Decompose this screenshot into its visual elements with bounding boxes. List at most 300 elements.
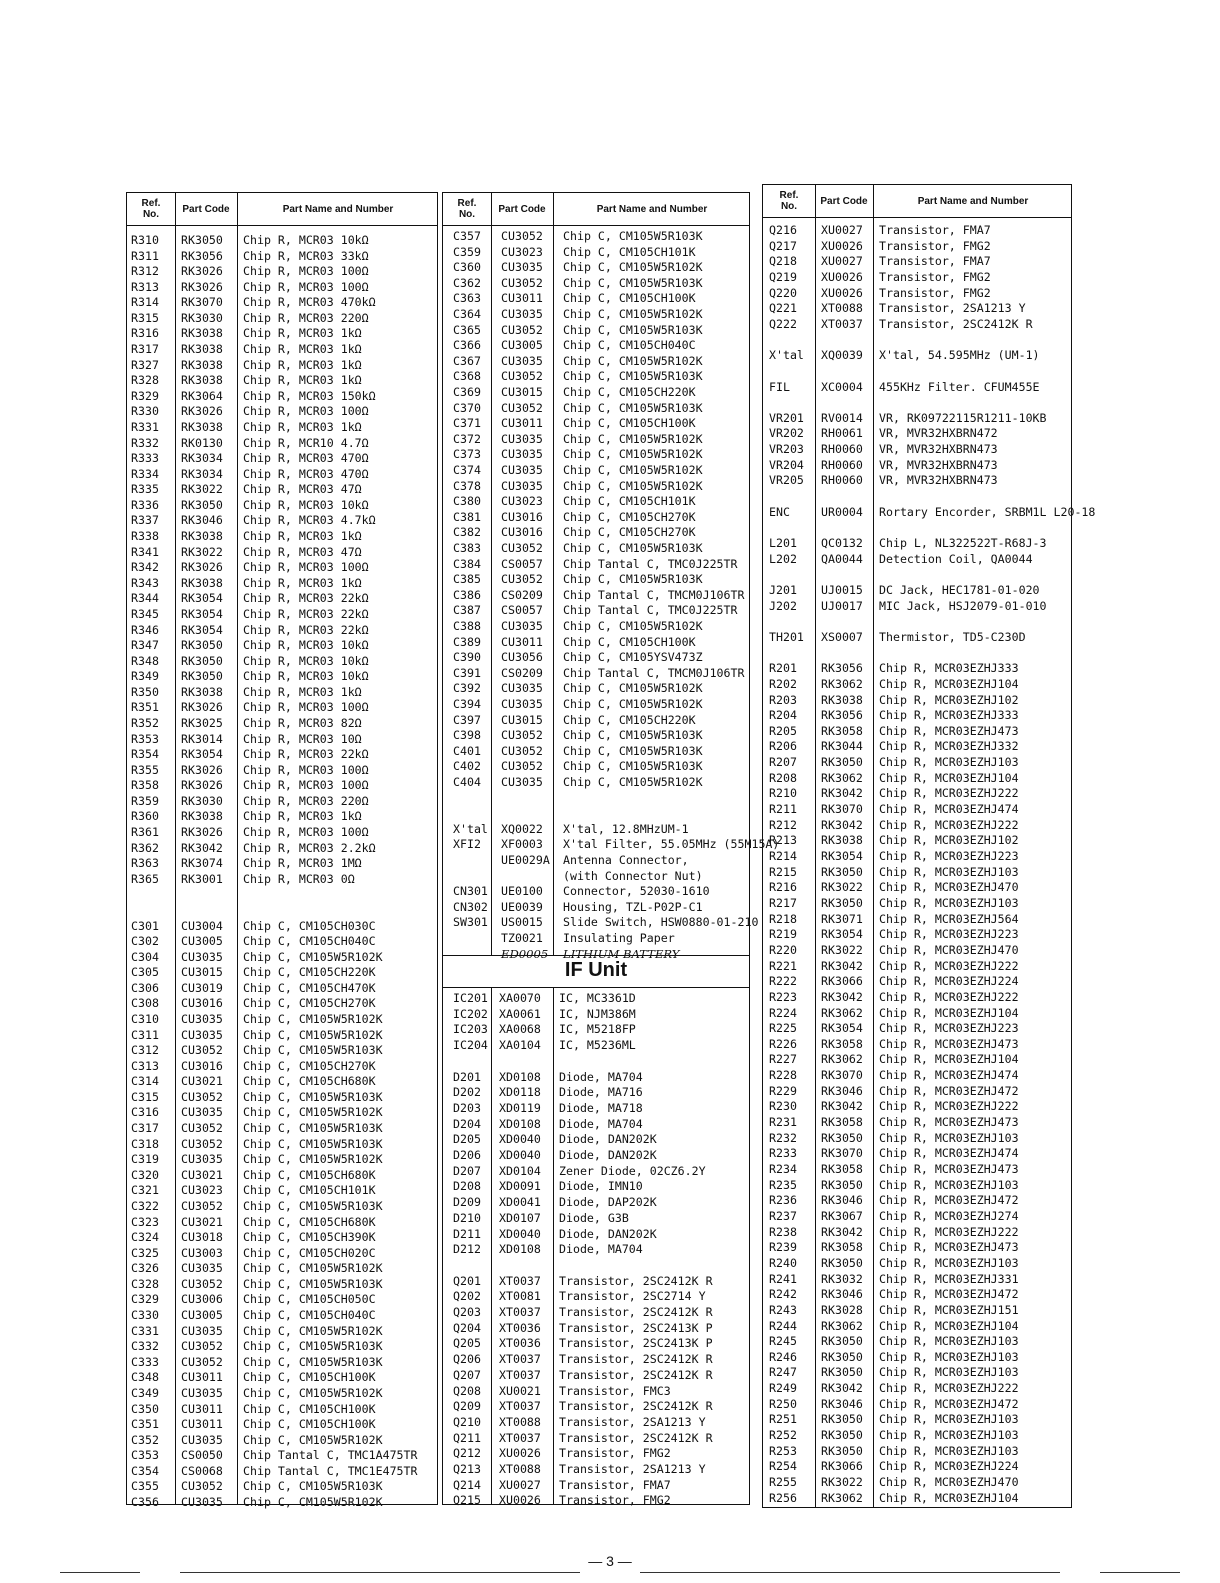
- code-cell: CU3052: [181, 1354, 223, 1369]
- name-cell: Chip R, MCR03EZHJ333: [879, 661, 1019, 676]
- table-row: [127, 233, 437, 249]
- table-row: [443, 1227, 749, 1243]
- table-row: [763, 395, 1071, 411]
- code-cell: CU3016: [501, 525, 543, 540]
- ref-cell: C367: [453, 353, 481, 368]
- code-cell: RK3030: [181, 310, 223, 325]
- table-row: [763, 630, 1071, 646]
- name-cell: Chip Tantal C, TMCM0J106TR: [563, 665, 745, 680]
- name-cell: Chip R, MCR03EZHJ473: [879, 1240, 1019, 1255]
- ref-cell: R334: [131, 466, 159, 481]
- table-row: [763, 677, 1071, 693]
- table-row: [763, 1052, 1071, 1068]
- table-row: [443, 697, 749, 713]
- ref-cell: C355: [131, 1479, 159, 1494]
- ref-cell: R201: [769, 661, 797, 676]
- name-cell: X'tal, 12.8MHzUM-1: [563, 821, 689, 836]
- name-cell: Chip C, CM105CH220K: [563, 712, 696, 727]
- ref-cell: R236: [769, 1193, 797, 1208]
- name-cell: Chip R, MCR03 22kΩ: [243, 606, 369, 621]
- table-row: [443, 385, 749, 401]
- ref-cell: Q212: [453, 1446, 481, 1461]
- ref-cell: Q204: [453, 1320, 481, 1335]
- name-cell: Transistor, 2SA1213 Y: [559, 1414, 706, 1429]
- table-row: [763, 693, 1071, 709]
- name-cell: Chip R, MCR03 47Ω: [243, 482, 362, 497]
- name-cell: Chip C, CM105W5R103K: [243, 1198, 383, 1213]
- table-row: [443, 1038, 749, 1054]
- table-row: [763, 912, 1071, 928]
- name-cell: Chip C, CM105W5R103K: [243, 1121, 383, 1136]
- code-cell: XF0003: [501, 837, 543, 852]
- name-cell: Chip C, CM105CH470K: [243, 980, 376, 995]
- code-cell: CU3018: [181, 1230, 223, 1245]
- ref-cell: D205: [453, 1132, 481, 1147]
- name-cell: Insulating Paper: [563, 931, 675, 945]
- code-cell: XT0037: [499, 1367, 541, 1382]
- table-row: [127, 685, 437, 701]
- ref-cell: CN302: [453, 899, 488, 914]
- code-cell: CU3052: [181, 1276, 223, 1291]
- name-cell: Chip C, CM105W5R103K: [563, 743, 703, 758]
- ref-cell: D210: [453, 1210, 481, 1225]
- table-row: [127, 389, 437, 405]
- name-cell: Transistor, 2SC2413K P: [559, 1320, 713, 1335]
- ref-cell: VR205: [769, 473, 804, 488]
- code-cell: XU0026: [499, 1446, 541, 1461]
- code-cell: CU3035: [501, 353, 543, 368]
- name-cell: Chip R, MCR03 100Ω: [243, 264, 369, 279]
- ref-cell: C310: [131, 1012, 159, 1026]
- ref-cell: R244: [769, 1318, 797, 1333]
- code-cell: CU3016: [181, 996, 223, 1011]
- table-row: [443, 354, 749, 370]
- table-row: [443, 1493, 749, 1509]
- code-cell: RK3030: [181, 793, 223, 808]
- name-cell: Chip C, CM105YSV473Z: [563, 650, 703, 665]
- name-cell: Chip C, CM105W5R103K: [243, 1089, 383, 1104]
- name-cell: Chip C, CM105W5R102K: [563, 681, 703, 696]
- code-cell: RK3062: [821, 676, 863, 691]
- name-cell: Chip C, CM105W5R103K: [243, 1479, 383, 1494]
- table-row: [763, 504, 1096, 521]
- table-row: [127, 841, 437, 857]
- table-row: [763, 990, 1071, 1006]
- code-cell: RK3054: [181, 606, 223, 621]
- ref-cell: R328: [131, 373, 159, 388]
- code-cell: CU3015: [501, 385, 543, 399]
- name-cell: VR, RK09722115R1211-10KB: [879, 410, 1047, 425]
- ref-cell: R329: [131, 388, 159, 403]
- ref-cell: R217: [769, 895, 797, 910]
- name-cell: Chip R, MCR03 10kΩ: [243, 653, 369, 668]
- ref-cell: R224: [769, 1005, 797, 1020]
- table-row: [443, 572, 749, 588]
- table-row: [443, 1415, 749, 1431]
- code-cell: XT0088: [821, 301, 863, 316]
- name-cell: MIC Jack, HSJ2079-01-010: [879, 598, 1047, 613]
- name-cell: Chip C, CM105W5R102K: [563, 431, 703, 446]
- name-cell: DC Jack, HEC1781-01-020: [879, 582, 1040, 597]
- table-row: [763, 646, 1071, 662]
- name-cell: Chip C, CM105W5R103K: [243, 1339, 383, 1354]
- ref-cell: R246: [769, 1349, 797, 1364]
- code-cell: RK3050: [181, 653, 223, 668]
- code-cell: XT0037: [499, 1352, 541, 1367]
- code-cell: RK3054: [821, 1021, 863, 1036]
- ref-cell: R239: [769, 1240, 797, 1255]
- table-row: [443, 291, 749, 307]
- table-row: [443, 619, 749, 635]
- name-cell: IC, M5218FP: [559, 1022, 636, 1037]
- ref-cell: R251: [769, 1412, 797, 1427]
- name-cell: Chip R, MCR03 100Ω: [243, 778, 369, 793]
- table-header: [443, 193, 749, 226]
- ref-cell: C329: [131, 1292, 159, 1307]
- name-cell: Chip R, MCR03 10kΩ: [243, 638, 369, 653]
- code-cell: RK3067: [821, 1208, 863, 1223]
- code-cell: CU3052: [501, 369, 543, 384]
- code-cell: XD0040: [499, 1132, 541, 1147]
- table-row: [127, 607, 437, 623]
- code-cell: RK3050: [821, 1412, 863, 1427]
- table-row: [763, 1131, 1071, 1147]
- code-cell: CU3052: [181, 1043, 223, 1058]
- name-cell: Chip R, MCR03EZHJ472: [879, 1396, 1019, 1411]
- ref-cell: R234: [769, 1162, 797, 1176]
- name-cell: Chip R, MCR03EZHJ151: [879, 1302, 1019, 1317]
- table-row: [763, 1021, 1071, 1037]
- ref-cell: R211: [769, 802, 797, 817]
- name-cell: Chip C, CM105W5R103K: [243, 1354, 383, 1369]
- ref-cell: C321: [131, 1183, 159, 1198]
- table-row: [443, 759, 749, 775]
- ref-cell: R241: [769, 1271, 797, 1286]
- code-cell: CS0209: [501, 587, 543, 602]
- code-cell: XD0091: [499, 1179, 541, 1194]
- name-cell: Chip R, MCR03EZHJ103: [879, 1365, 1019, 1380]
- table-row: [127, 856, 437, 872]
- table-row: [443, 744, 749, 760]
- ref-cell: C323: [131, 1214, 159, 1229]
- code-cell: XU0026: [499, 1493, 541, 1508]
- ref-cell: FIL: [769, 379, 790, 394]
- ref-cell: C305: [131, 965, 159, 980]
- code-cell: RK3070: [181, 295, 223, 310]
- code-cell: CU3035: [501, 478, 543, 493]
- code-cell: CU3052: [501, 728, 543, 743]
- code-cell: CU3052: [501, 541, 543, 555]
- code-cell: RK3042: [821, 817, 863, 832]
- code-cell: CU3016: [181, 1058, 223, 1073]
- ref-cell: R341: [131, 544, 159, 559]
- name-cell: Transistor, FMA7: [559, 1477, 671, 1492]
- name-cell: Chip C, CM105W5R103K: [563, 728, 703, 743]
- table-row: [443, 1321, 749, 1337]
- ref-cell: C359: [453, 244, 481, 259]
- ref-cell: R351: [131, 700, 159, 715]
- code-cell: RK3032: [821, 1271, 863, 1286]
- name-cell: Chip R, MCR03 22kΩ: [243, 591, 369, 606]
- table-row: [127, 1059, 437, 1075]
- code-cell: CU3052: [501, 400, 543, 415]
- table-row: [763, 786, 1071, 802]
- table-row: [763, 959, 1071, 975]
- table-row: [763, 567, 1071, 583]
- ref-cell: R314: [131, 295, 159, 310]
- ref-cell: C351: [131, 1417, 159, 1432]
- ref-cell: C368: [453, 369, 481, 384]
- ref-cell: R230: [769, 1099, 797, 1114]
- code-cell: RK3046: [821, 1396, 863, 1411]
- code-cell: RK3058: [821, 1036, 863, 1051]
- table-row: [127, 1090, 437, 1106]
- code-cell: XD0107: [499, 1210, 541, 1225]
- ref-cell: R242: [769, 1287, 797, 1302]
- name-cell: Chip R, MCR03 100Ω: [243, 404, 369, 419]
- name-cell: Chip C, CM105CH101K: [243, 1183, 376, 1198]
- code-cell: RK3038: [821, 692, 863, 707]
- code-cell: XS0007: [821, 629, 863, 644]
- code-cell: RK3062: [821, 1490, 863, 1505]
- name-cell: Chip R, MCR03EZHJ104: [879, 770, 1019, 785]
- name-cell: Chip R, MCR03 4.7kΩ: [243, 513, 376, 528]
- ref-cell: R238: [769, 1224, 797, 1239]
- name-cell: Chip C, CM105W5R103K: [243, 1276, 383, 1291]
- table-row: [763, 1272, 1071, 1288]
- ref-cell: Q201: [453, 1273, 481, 1288]
- name-cell: Chip C, CM105W5R102K: [243, 1152, 383, 1167]
- code-cell: CS0050: [181, 1448, 223, 1463]
- name-cell: Chip C, CM105W5R102K: [563, 353, 703, 368]
- table-row: [127, 1402, 437, 1418]
- table-row: [127, 1246, 437, 1262]
- name-cell: Chip R, MCR03EZHJ332: [879, 739, 1019, 754]
- ref-cell: VR202: [769, 426, 804, 441]
- name-cell: Chip R, MCR03 82Ω: [243, 715, 362, 730]
- code-cell: CU3003: [181, 1245, 223, 1260]
- table-row: [443, 229, 749, 245]
- ref-cell: C304: [131, 949, 159, 964]
- name-cell: Chip C, CM105W5R102K: [563, 463, 703, 477]
- ref-cell: Q205: [453, 1336, 481, 1351]
- table-row: [127, 358, 437, 374]
- table-row: [443, 1117, 749, 1133]
- parts-table-1: [126, 192, 438, 1509]
- name-cell: Chip C, CM105W5R103K: [243, 1136, 383, 1151]
- ref-cell: C331: [131, 1323, 159, 1338]
- table-row: [763, 1146, 1071, 1162]
- table-row: [763, 1381, 1071, 1397]
- name-cell: Chip C, CM105W5R103K: [563, 229, 703, 243]
- table-row: [763, 489, 1071, 505]
- code-cell: RK3050: [181, 669, 223, 684]
- code-cell: UR0004: [821, 504, 863, 519]
- table-row: [763, 1397, 1071, 1413]
- name-cell: Chip C, CM105CH100K: [243, 1370, 376, 1385]
- table-row: [763, 849, 1071, 865]
- name-cell: Chip C, CM105W5R103K: [243, 1043, 383, 1058]
- code-cell: RK3054: [821, 927, 863, 942]
- ref-cell: R342: [131, 560, 159, 575]
- ref-cell: C332: [131, 1339, 159, 1354]
- table-row: [763, 865, 1071, 881]
- table-row: [763, 239, 1071, 255]
- table-row: [443, 338, 749, 354]
- ref-cell: R312: [131, 264, 159, 279]
- code-cell: CU3005: [181, 934, 223, 949]
- name-cell: Chip R, MCR03EZHJ104: [879, 1490, 1019, 1505]
- table-row: [127, 591, 437, 607]
- name-cell: Chip C, CM105CH100K: [563, 291, 696, 306]
- table-row: [443, 1195, 749, 1211]
- name-cell: Diode, MA704: [559, 1069, 643, 1084]
- table-row: [763, 552, 1071, 568]
- ref-cell: D202: [453, 1085, 481, 1100]
- name-cell: Chip R, MCR03EZHJ470: [879, 942, 1019, 957]
- code-cell: UE0029A: [501, 853, 550, 867]
- name-cell: Chip C, CM105W5R102K: [243, 1105, 383, 1120]
- ref-cell: C356: [131, 1494, 159, 1509]
- table-row: [127, 264, 437, 280]
- name-cell: Chip R, MCR03EZHJ474: [879, 802, 1019, 817]
- ref-cell: D212: [453, 1242, 481, 1257]
- table-row: [763, 1256, 1071, 1272]
- name-cell: Transistor, FMA7: [879, 223, 991, 237]
- code-cell: XA0068: [499, 1022, 541, 1037]
- name-cell: Chip R, MCR03 33kΩ: [243, 248, 369, 263]
- code-cell: RK3050: [821, 1130, 863, 1145]
- table-row: [127, 716, 437, 732]
- table-row: [443, 1132, 749, 1148]
- table-row: [127, 311, 437, 327]
- ref-cell: R228: [769, 1068, 797, 1083]
- code-cell: XC0004: [821, 379, 863, 394]
- ref-cell: C384: [453, 556, 481, 571]
- name-cell: Chip C, CM105W5R102K: [563, 307, 703, 321]
- code-cell: UE0100: [501, 884, 543, 899]
- code-cell: RK3026: [181, 560, 223, 575]
- table-row: [127, 1386, 437, 1402]
- ref-cell: R315: [131, 310, 159, 325]
- name-cell: Chip R, MCR03EZHJ472: [879, 1193, 1019, 1208]
- ref-cell: R253: [769, 1443, 797, 1458]
- ref-cell: R245: [769, 1334, 797, 1349]
- code-cell: RK3038: [181, 357, 223, 372]
- name-cell: Chip C, CM105W5R103K: [563, 322, 703, 337]
- code-cell: CU3035: [501, 681, 543, 696]
- ref-cell: D206: [453, 1148, 481, 1162]
- name-cell: Chip R, MCR03 220Ω: [243, 310, 369, 325]
- name-cell: Slide Switch, HSW0880-01-210: [563, 915, 759, 930]
- ref-cell: R360: [131, 809, 159, 824]
- ref-cell: R338: [131, 529, 159, 544]
- name-cell: Chip Tantal C, TMC1E475TR: [243, 1463, 418, 1478]
- code-cell: RH0060: [821, 473, 863, 488]
- ref-cell: C316: [131, 1105, 159, 1120]
- code-cell: RK3042: [821, 1381, 863, 1396]
- name-cell: Chip R, MCR03EZHJ103: [879, 1428, 1019, 1443]
- ref-cell: C404: [453, 775, 481, 789]
- table-row: [127, 560, 437, 576]
- name-cell: Diode, DAP202K: [559, 1195, 657, 1210]
- code-cell: RK3034: [181, 451, 223, 466]
- code-cell: CU3052: [181, 1479, 223, 1494]
- table-row: [443, 713, 749, 729]
- table-row: [763, 1225, 1071, 1241]
- code-cell: CU3035: [501, 697, 543, 711]
- code-cell: RK3050: [821, 1255, 863, 1270]
- table-row: [443, 603, 749, 619]
- code-cell: CU3035: [501, 447, 543, 462]
- table-row: [443, 884, 749, 900]
- table-row: [763, 880, 1071, 896]
- table-row: [763, 1444, 1071, 1460]
- code-cell: RK3058: [821, 723, 863, 738]
- ref-cell: Q203: [453, 1305, 481, 1319]
- code-cell: CU3011: [501, 416, 543, 431]
- name-cell: Diode, DAN202K: [559, 1132, 657, 1147]
- name-cell: X'tal, 54.595MHz (UM-1): [879, 348, 1040, 363]
- ref-cell: Q219: [769, 269, 797, 284]
- table-row: [127, 1417, 437, 1433]
- name-cell: Chip R, MCR03EZHJ103: [879, 1412, 1019, 1427]
- table-row: [127, 1261, 437, 1277]
- ref-cell: X'tal: [769, 348, 804, 363]
- ref-cell: Q218: [769, 254, 797, 269]
- name-cell: Chip R, MCR03EZHJ472: [879, 1287, 1019, 1302]
- ref-cell: R354: [131, 747, 159, 762]
- header-code: Part Code: [182, 203, 230, 215]
- table-row: [443, 775, 749, 791]
- name-cell: Chip C, CM105W5R102K: [563, 697, 703, 711]
- ref-cell: Q211: [453, 1430, 481, 1445]
- table-row: [127, 1370, 437, 1386]
- table-row: [127, 1495, 437, 1511]
- code-cell: UJ0017: [821, 598, 863, 613]
- name-cell: Chip C, CM105W5R102K: [243, 949, 383, 964]
- ref-cell: R205: [769, 723, 797, 738]
- name-cell: Chip R, MCR03EZHJ474: [879, 1146, 1019, 1161]
- table-row: [443, 1007, 749, 1023]
- table-row: [763, 1491, 1071, 1507]
- table-row: [127, 825, 437, 841]
- name-cell: Chip Tantal C, TMCM0J106TR: [563, 587, 745, 602]
- code-cell: CU3035: [181, 1105, 223, 1120]
- code-cell: RK3022: [821, 880, 863, 895]
- code-cell: CU3005: [501, 338, 543, 353]
- ref-cell: R348: [131, 653, 159, 668]
- name-cell: Transistor, FMG2: [879, 285, 991, 300]
- code-cell: XD0118: [499, 1085, 541, 1100]
- code-cell: TZ0021: [501, 931, 543, 945]
- table-row: [127, 1479, 437, 1495]
- table-row: [443, 525, 749, 541]
- ref-cell: C328: [131, 1276, 159, 1291]
- code-cell: RK3014: [181, 731, 223, 746]
- code-cell: CU3052: [181, 1121, 223, 1136]
- name-cell: Chip R, MCR03EZHJ103: [879, 864, 1019, 879]
- ref-cell: C364: [453, 307, 481, 321]
- ref-cell: C382: [453, 525, 481, 540]
- code-cell: CU3011: [501, 291, 543, 306]
- ref-cell: D209: [453, 1195, 481, 1210]
- code-cell: ED0005: [501, 946, 549, 961]
- code-cell: CU3016: [501, 509, 543, 524]
- ref-cell: R204: [769, 708, 797, 723]
- table-row: [763, 771, 1071, 787]
- code-cell: RK3034: [181, 466, 223, 481]
